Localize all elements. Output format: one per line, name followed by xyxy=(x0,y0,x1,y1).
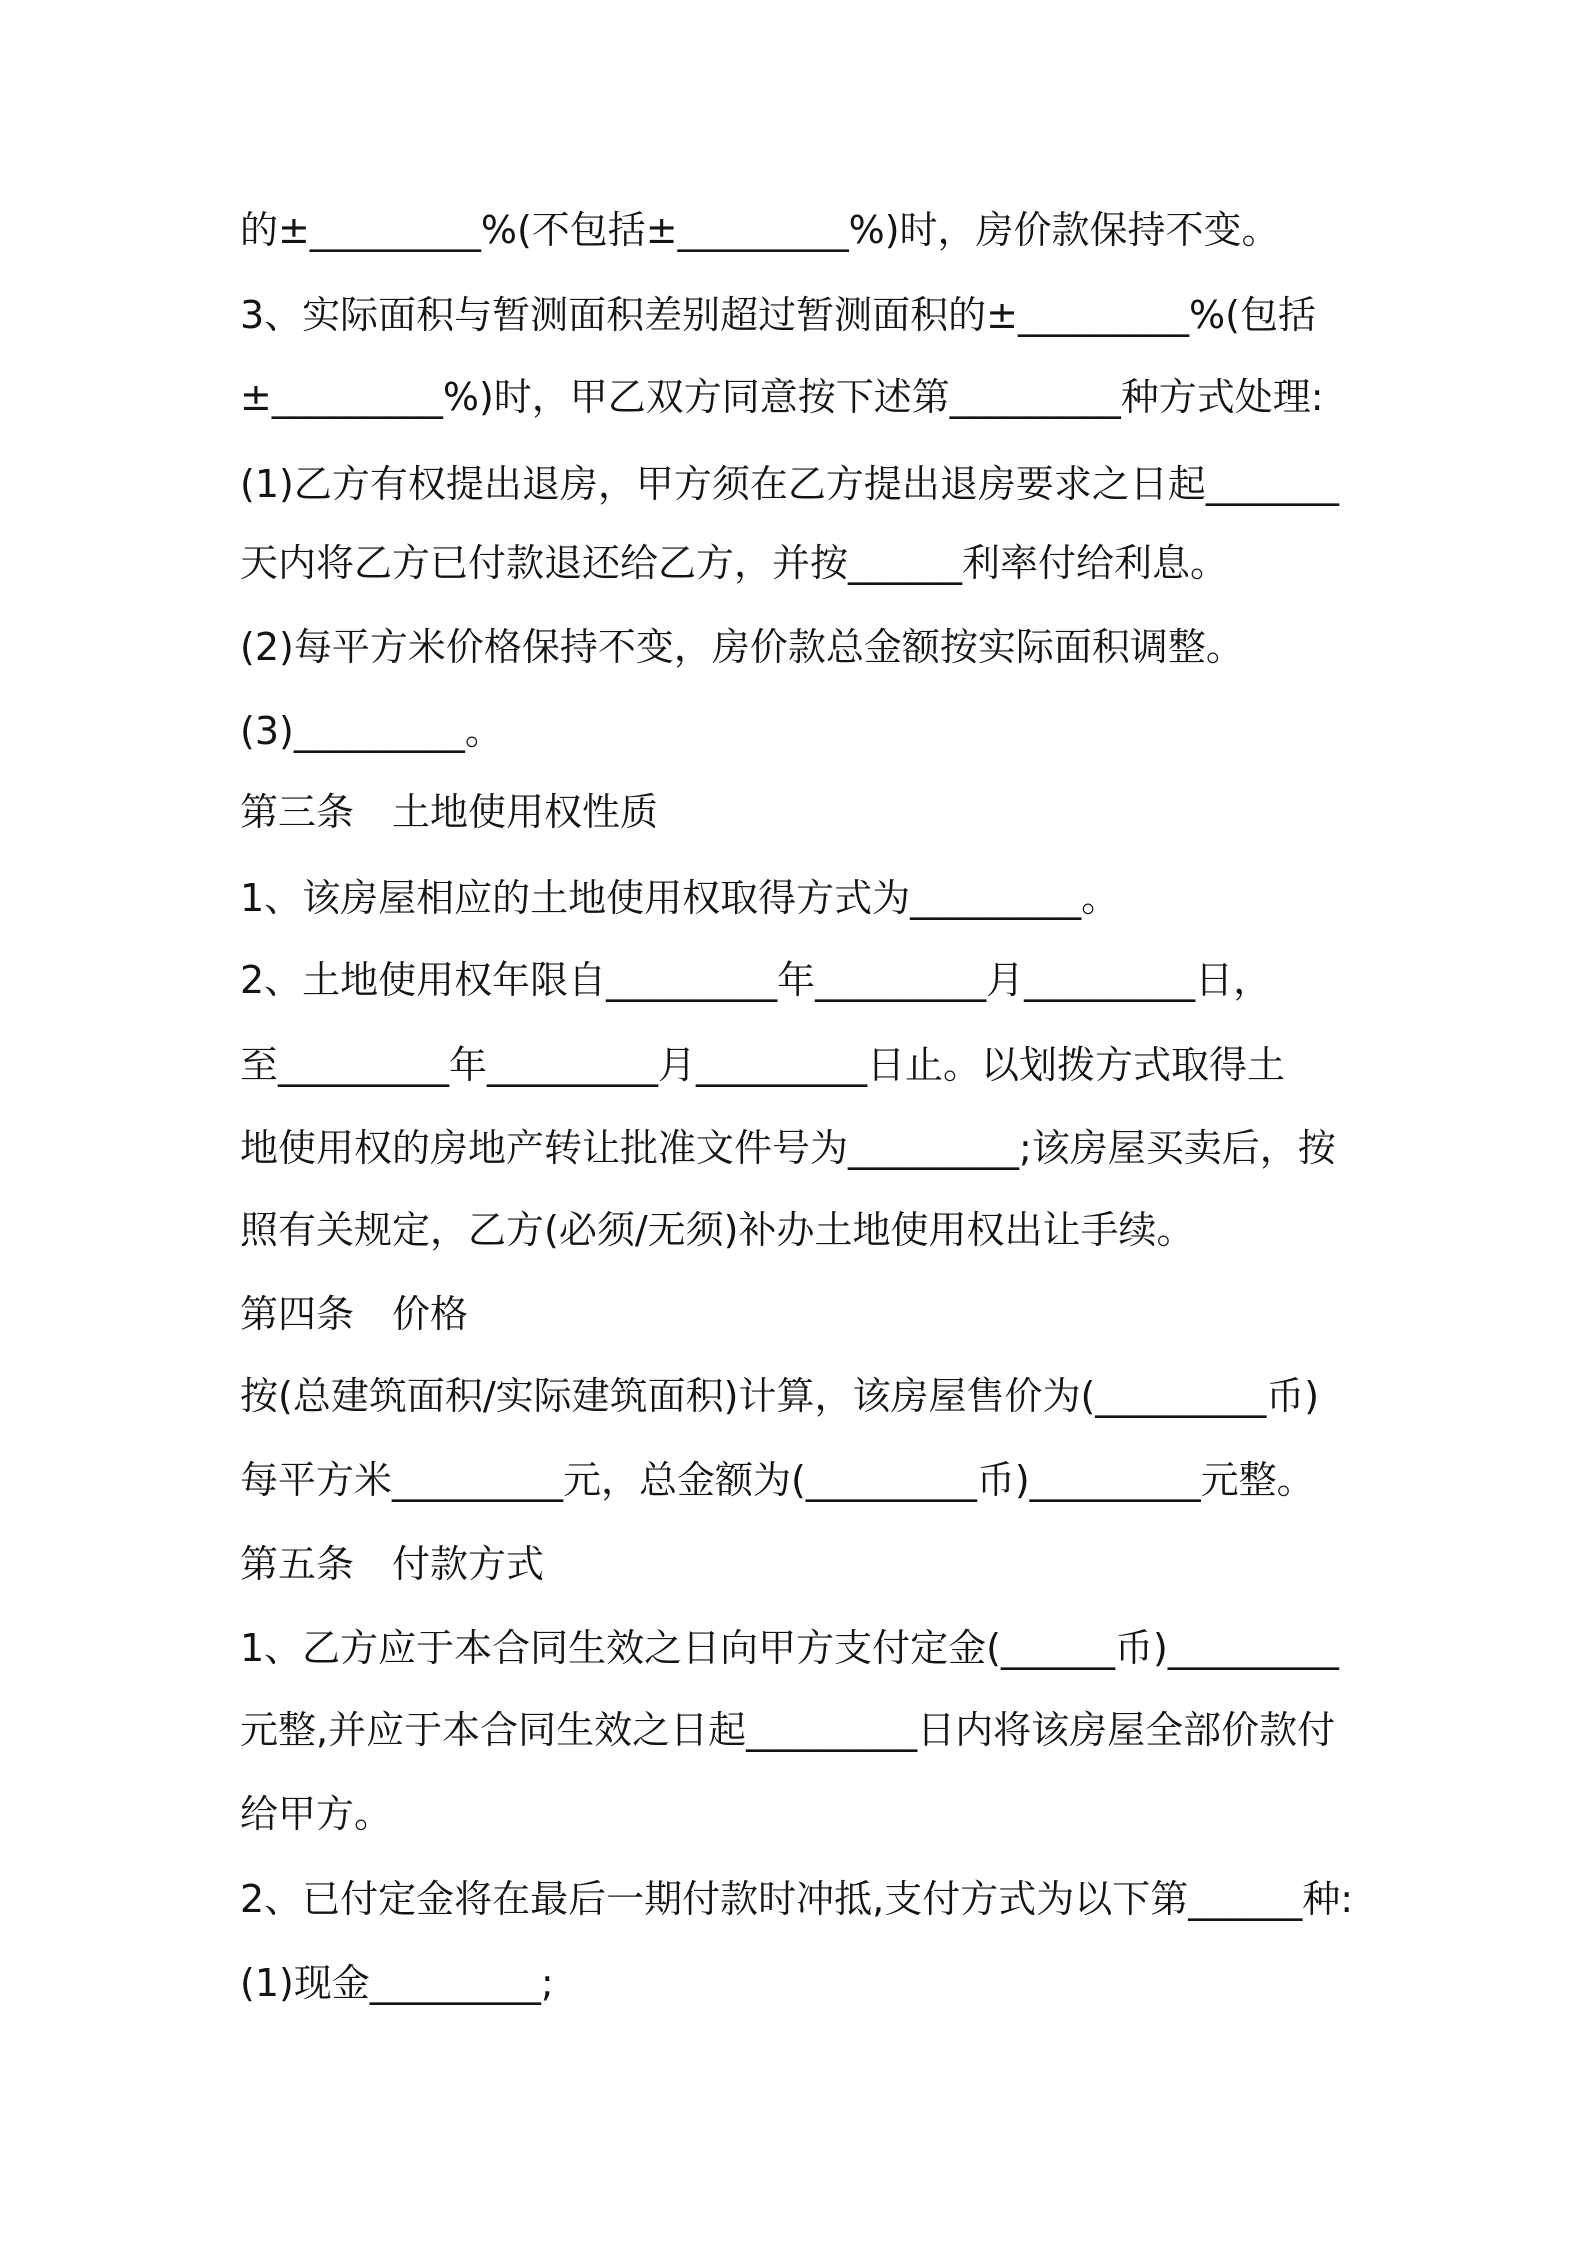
text-line-10: 2、土地使用权年限自_________年_________月_________日， xyxy=(240,958,1272,1002)
text-line-4: (1)乙方有权提出退房，甲方须在乙方提出退房要求之日起_______ xyxy=(240,462,1339,506)
section-heading-5: 第五条 付款方式 xyxy=(240,1542,545,1586)
text-line-20: 给甲方。 xyxy=(240,1792,393,1836)
text-line-19: 元整,并应于本合同生效之日起_________日内将该房屋全部价款付 xyxy=(240,1708,1336,1752)
text-line-21: 2、已付定金将在最后一期付款时冲抵,支付方式为以下第______种: xyxy=(240,1877,1354,1921)
text-line-13: 照有关规定，乙方(必须/无须)补办土地使用权出让手续。 xyxy=(240,1208,1195,1252)
text-line-11: 至_________年_________月_________日止。以划拨方式取得土 xyxy=(240,1043,1286,1087)
text-line-16: 每平方米_________元，总金额为(_________币)_________元整。 xyxy=(240,1458,1315,1502)
section-heading-4: 第四条 价格 xyxy=(240,1292,469,1336)
text-line-18: 1、乙方应于本合同生效之日向甲方支付定金(______币)_________ xyxy=(240,1626,1339,1670)
text-line-5: 天内将乙方已付款退还给乙方，并按______利率付给利息。 xyxy=(240,541,1229,585)
text-line-2: 3、实际面积与暂测面积差别超过暂测面积的±_________%(包括 xyxy=(240,293,1316,337)
text-line-9: 1、该房屋相应的土地使用权取得方式为_________。 xyxy=(240,876,1120,920)
text-line-3: ±_________%)时，甲乙双方同意按下述第_________种方式处理: xyxy=(240,375,1324,419)
text-line-6: (2)每平方米价格保持不变，房价款总金额按实际面积调整。 xyxy=(240,625,1244,669)
section-heading-3: 第三条 土地使用权性质 xyxy=(240,790,659,834)
text-line-7: (3)_________。 xyxy=(240,709,503,753)
text-line-22: (1)现金_________; xyxy=(240,1961,554,2005)
text-line-1: 的±_________%(不包括±_________%)时，房价款保持不变。 xyxy=(240,208,1280,252)
text-line-15: 按(总建筑面积/实际建筑面积)计算，该房屋售价为(_________币) xyxy=(240,1374,1320,1418)
text-line-12: 地使用权的房地产转让批准文件号为_________;该房屋买卖后，按 xyxy=(240,1126,1336,1170)
